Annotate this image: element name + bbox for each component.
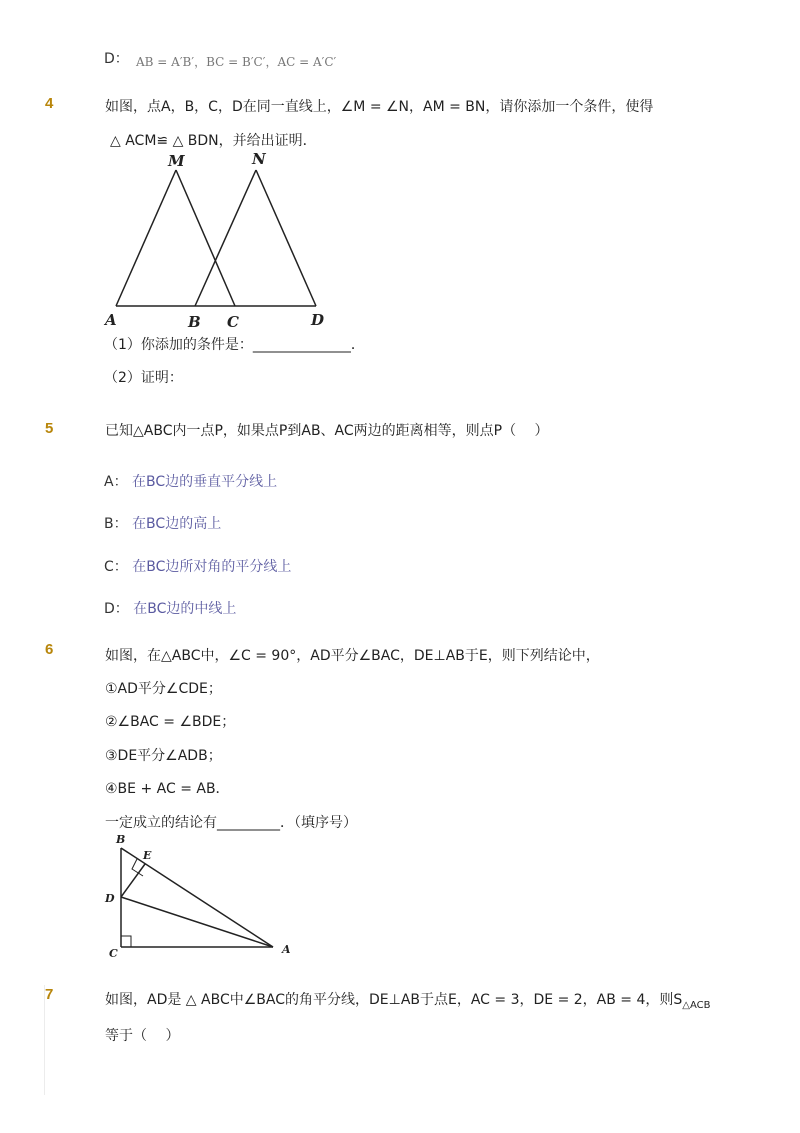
option-a[interactable]: [104, 471, 277, 491]
option-text: 在BC边的垂直平分线上: [132, 474, 278, 490]
segment-de: [121, 864, 145, 897]
label-e: E: [143, 849, 152, 862]
option-label: C：: [104, 559, 128, 575]
question-stem: 如图，在△ABC中，∠C = 90°，AD平分∠BAC，DE⊥AB于E，则下列结论中，: [105, 648, 600, 664]
question-stem-text: 如图，AD是 △ ABC中∠BAC的角平分线，DE⊥AB于点E，AC = 3，DE = 2，AB = 4，则S: [105, 992, 683, 1008]
right-angle-mark-c: [121, 936, 131, 947]
segment-ba: [121, 848, 273, 947]
conclusion-3: ③DE平分∠ADB；: [105, 748, 222, 764]
conclusion-2: ②∠BAC = ∠BDE；: [105, 714, 236, 730]
label-c: C: [227, 313, 239, 330]
triangle-figure-q4: [100, 150, 340, 330]
question-number: 6: [45, 641, 54, 658]
option-text: 在BC边所对角的平分线上: [132, 559, 292, 575]
label-d: D: [311, 311, 325, 329]
option-text: 在BC边的高上: [132, 516, 222, 532]
question-number: 4: [45, 95, 54, 112]
option-label: D：: [104, 601, 129, 617]
option-text: 在BC边的中线上: [133, 601, 237, 617]
conclusion-1: ①AD平分∠CDE；: [105, 681, 222, 697]
area-subscript: △ACB: [682, 999, 711, 1011]
option-d[interactable]: [104, 598, 236, 618]
label-n: N: [252, 150, 266, 168]
label-a: A: [105, 311, 117, 329]
option-label: B：: [104, 516, 128, 532]
fill-in-blank: 一定成立的结论有_________．（填序号）: [105, 815, 357, 831]
question-stem: [105, 989, 710, 1011]
sub-question-2: （2）证明：: [104, 370, 183, 386]
question-stem-line2: △ ACM≌ △ BDN，并给出证明．: [110, 133, 317, 149]
option-label: A：: [104, 474, 128, 490]
label-c: C: [109, 947, 118, 960]
question-number: 7: [45, 986, 54, 1003]
right-triangle-figure-q6: [100, 830, 300, 962]
label-b: B: [116, 833, 126, 846]
question-stem-line2: 等于（ ）: [105, 1028, 180, 1044]
question-stem: 如图，点A，B，C，D在同一直线上，∠M = ∠N，AM = BN，请你添加一个条件，使得: [105, 99, 654, 115]
option-d-expression: AB = A′B′，BC = B′C′，AC = A′C′: [136, 55, 337, 69]
question-number: 5: [45, 420, 54, 437]
question-stem: 已知△ABC内一点P，如果点P到AB、AC两边的距离相等，则点P（ ）: [105, 423, 549, 439]
label-b: B: [188, 313, 201, 330]
label-m: M: [168, 152, 185, 170]
option-d-label: D：: [104, 51, 129, 67]
segment-am: [116, 170, 176, 306]
segment-da: [121, 897, 273, 947]
sub-question-1: （1）你添加的条件是：______________．: [104, 337, 365, 353]
option-b[interactable]: [104, 513, 221, 533]
label-a: A: [282, 943, 291, 956]
segment-nd: [256, 170, 316, 306]
conclusion-4: ④BE + AC = AB．: [105, 781, 230, 797]
label-d: D: [105, 892, 115, 905]
option-c[interactable]: [104, 556, 291, 576]
